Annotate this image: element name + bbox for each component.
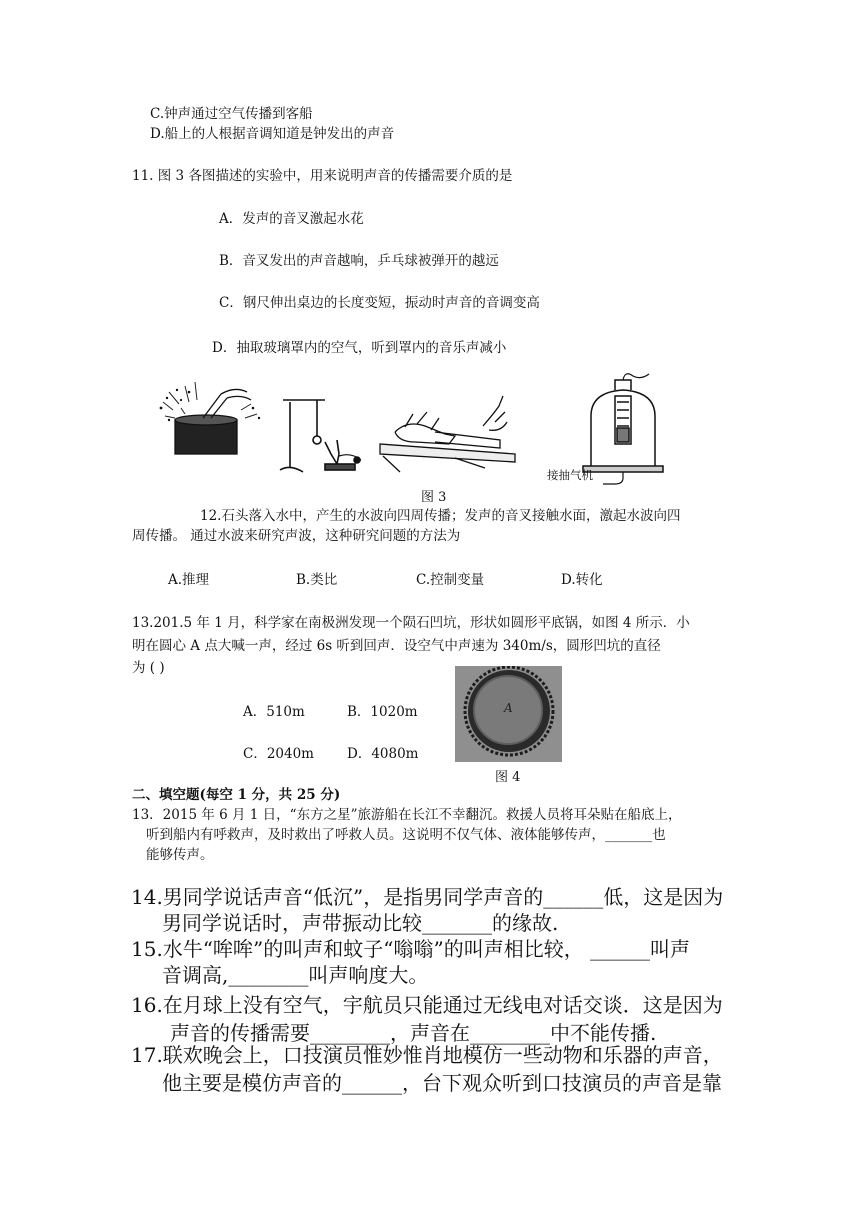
q12-line-2: 周传播。 通过水波来研究声波，这种研究问题的方法为 <box>132 528 461 544</box>
figure-3a-splash <box>160 382 261 454</box>
q17-line-2: 他主要是模仿声音的______，台下观众听到口技演员的声音是靠 <box>162 1071 722 1095</box>
q13b-line-1: 13．2015 年 6 月 1 日，“东方之星”旅游船在长江不幸翻沉。救援人员将耳朵贴在船底上， <box>132 807 682 823</box>
figure-3b-pingpong <box>280 400 361 472</box>
figure-3c-ruler <box>380 396 515 472</box>
q12-option-a: A.推理 <box>168 572 210 588</box>
q16-line-2: 声音的传播需要________，声音在________中不能传播. <box>170 1021 657 1045</box>
q17-line-1: 17.联欢晚会上，口技演员惟妙惟肖地模仿一些动物和乐器的声音， <box>131 1043 723 1067</box>
q16-line-1: 16.在月球上没有空气，宇航员只能通过无线电对话交谈．这是因为 <box>131 993 723 1017</box>
q12-option-c: C.控制变量 <box>416 572 485 588</box>
q12-line-1: 12.石头落入水中，产生的水波向四周传播；发声的音叉接触水面，激起水波向四 <box>200 508 681 524</box>
q13b-line-3: 能够传声。 <box>146 847 214 863</box>
q13b-line-2: 听到船内有呼救声，及时救出了呼救人员。这说明不仅气体、液体能够传声，_______也 <box>146 827 666 843</box>
q10-option-c: C.钟声通过空气传播到客船 <box>150 106 313 122</box>
q11-option-a: A．发声的音叉激起水花 <box>219 211 364 227</box>
q11-option-b: B．音叉发出的声音越响，乒乓球被弹开的越远 <box>219 253 499 269</box>
figure-3-pump-label: 接抽气机 <box>547 468 593 482</box>
q13a-option-d: D．4080m <box>347 746 419 762</box>
q13a-option-c: C．2040m <box>243 746 314 762</box>
q13a-option-a: A．510m <box>243 704 305 720</box>
q12-option-d: D.转化 <box>561 572 603 588</box>
q15-line-2: 音调高,________叫声响度大。 <box>162 963 429 987</box>
figure-4-point-label: A <box>504 701 513 715</box>
figure-4-caption: 图 4 <box>495 770 521 785</box>
figure-3d-belljar <box>583 374 663 484</box>
figure-4 <box>455 666 562 762</box>
q13a-line-1: 13.201.5 年 1 月，科学家在南极洲发现一个陨石凹坑，形状如圆形平底锅，如图 4 所示．小 <box>132 615 690 631</box>
q13a-line-3: 为 ( ) <box>132 660 165 676</box>
section-2-title: 二、填空题(每空 1 分，共 25 分) <box>132 787 341 803</box>
figure-3 <box>155 372 665 487</box>
q14-line-2: 男同学说话时，声带振动比较_______的缘故. <box>162 911 559 935</box>
q12-option-b: B.类比 <box>296 572 338 588</box>
q14-line-1: 14.男同学说话声音“低沉”，是指男同学声音的______低，这是因为 <box>131 885 724 909</box>
figure-3-caption: 图 3 <box>421 490 447 505</box>
q11-option-d: D．抽取玻璃罩内的空气，听到罩内的音乐声减小 <box>212 340 507 356</box>
q11-option-c: C．钢尺伸出桌边的长度变短，振动时声音的音调变高 <box>219 295 540 311</box>
q10-option-d: D.船上的人根据音调知道是钟发出的声音 <box>150 126 395 142</box>
q13a-option-b: B．1020m <box>347 704 418 720</box>
q11-stem: 11. 图 3 各图描述的实验中，用来说明声音的传播需要介质的是 <box>132 168 513 184</box>
q13a-line-2: 明在圆心 A 点大喊一声，经过 6s 听到回声．设空气中声速为 340m/s，圆形凹坑的直径 <box>132 638 661 654</box>
q15-line-1: 15.水牛“哞哞”的叫声和蚊子“嗡嗡”的叫声相比较， ______叫声 <box>131 937 691 961</box>
